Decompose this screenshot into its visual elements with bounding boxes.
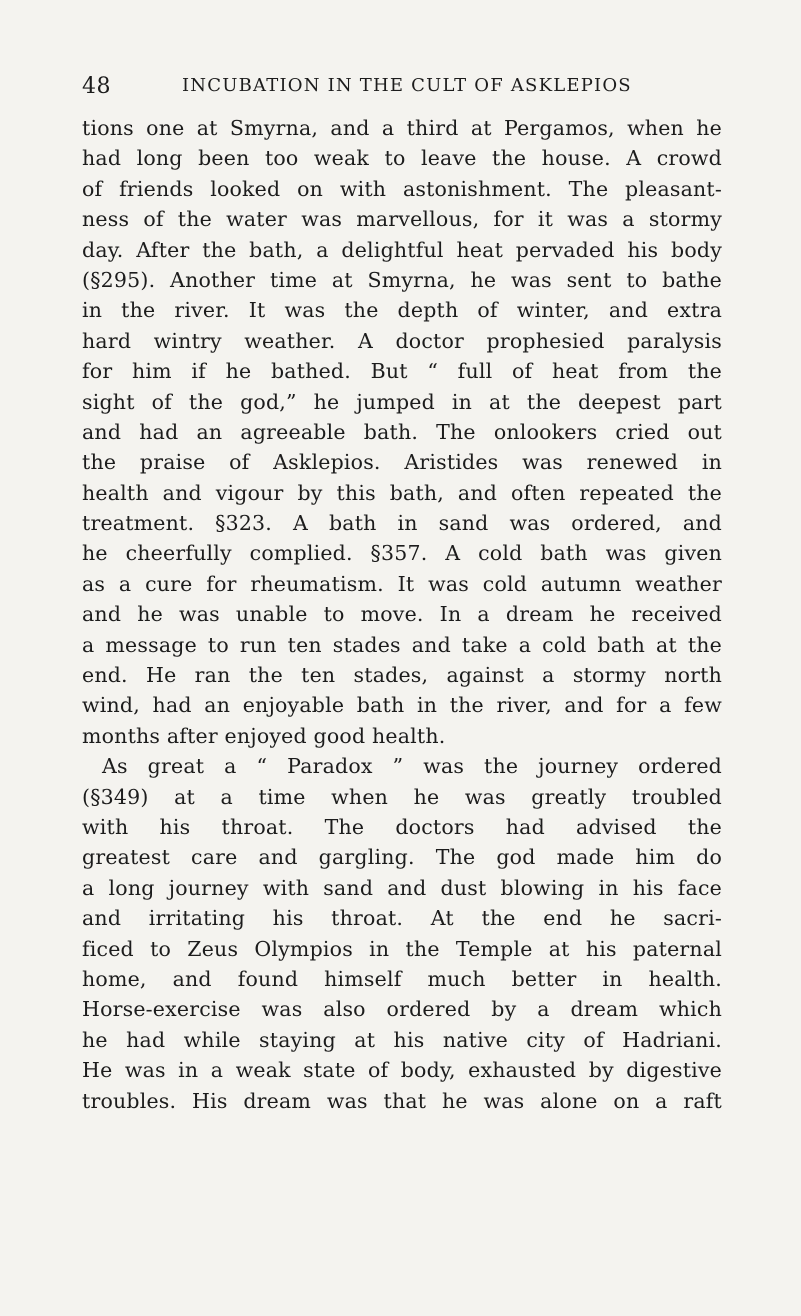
running-header [82, 74, 722, 102]
text-line: and had an agreeable bath. The onlookers cried out [82, 419, 722, 444]
text-line: in the river. It was the depth of winter, and extra [82, 298, 722, 323]
text-line: the praise of Asklepios. Aristides was renewed in [82, 450, 722, 475]
text-line: tions one at Smyrna, and a third at Pergamos, when he [82, 116, 722, 140]
text-line: As great a “ Paradox ” was the journey ordered [102, 754, 722, 779]
text-line: (§349) at a time when he was greatly troubled [82, 784, 722, 809]
text-line: a long journey with sand and dust blowing in his face [82, 875, 722, 900]
text-line: had long been too weak to leave the house. A crowd [82, 146, 722, 171]
text-line: health and vigour by this bath, and often repeated the [82, 480, 722, 505]
text-line: ficed to Zeus Olympios in the Temple at his paternal [82, 936, 722, 961]
text-line: and he was unable to move. In a dream he received [82, 602, 722, 627]
text-line: months after enjoyed good health. [82, 723, 446, 748]
text-line: ness of the water was marvellous, for it was a stormy [82, 207, 722, 232]
text-line: for him if he bathed. But “ full of heat from the [82, 359, 722, 384]
text-line: end. He ran the ten stades, against a stormy north [82, 663, 722, 688]
text-line: He was in a weak state of body, exhausted by digestive [82, 1058, 722, 1083]
text-line: and irritating his throat. At the end he sacri- [82, 906, 722, 931]
text-line: he cheerfully complied. §357. A cold bath was given [82, 541, 722, 566]
text-line: he had while staying at his native city of Hadriani. [82, 1027, 722, 1052]
text-line: greatest care and gargling. The god made him do [82, 845, 722, 870]
text-line: Horse-exercise was also ordered by a dream which [82, 997, 722, 1022]
text-line: day. After the bath, a delightful heat pervaded his body [82, 237, 722, 262]
text-line: home, and found himself much better in health. [82, 966, 722, 991]
text-line: (§295). Another time at Smyrna, he was sent to bathe [82, 267, 722, 292]
text-line: wind, had an enjoyable bath in the river, and for a few [82, 693, 722, 718]
text-line: hard wintry weather. A doctor prophesied paralysis [82, 328, 722, 353]
text-line: as a cure for rheumatism. It was cold autumn weather [82, 571, 722, 596]
text-line: sight of the god,” he jumped in at the deepest part [82, 389, 722, 414]
body-text [82, 113, 722, 1116]
text-line: treatment. §323. A bath in sand was ordered, and [82, 511, 722, 536]
running-title: INCUBATION IN THE CULT OF ASKLEPIOS [182, 75, 632, 96]
text-line: with his throat. The doctors had advised the [82, 814, 722, 839]
text-line: a message to run ten stades and take a cold bath at the [82, 632, 722, 657]
text-line: of friends looked on with astonishment. The pleasant- [82, 176, 722, 201]
page-number: 48 [82, 74, 111, 99]
text-line: troubles. His dream was that he was alone on a raft [82, 1088, 722, 1113]
